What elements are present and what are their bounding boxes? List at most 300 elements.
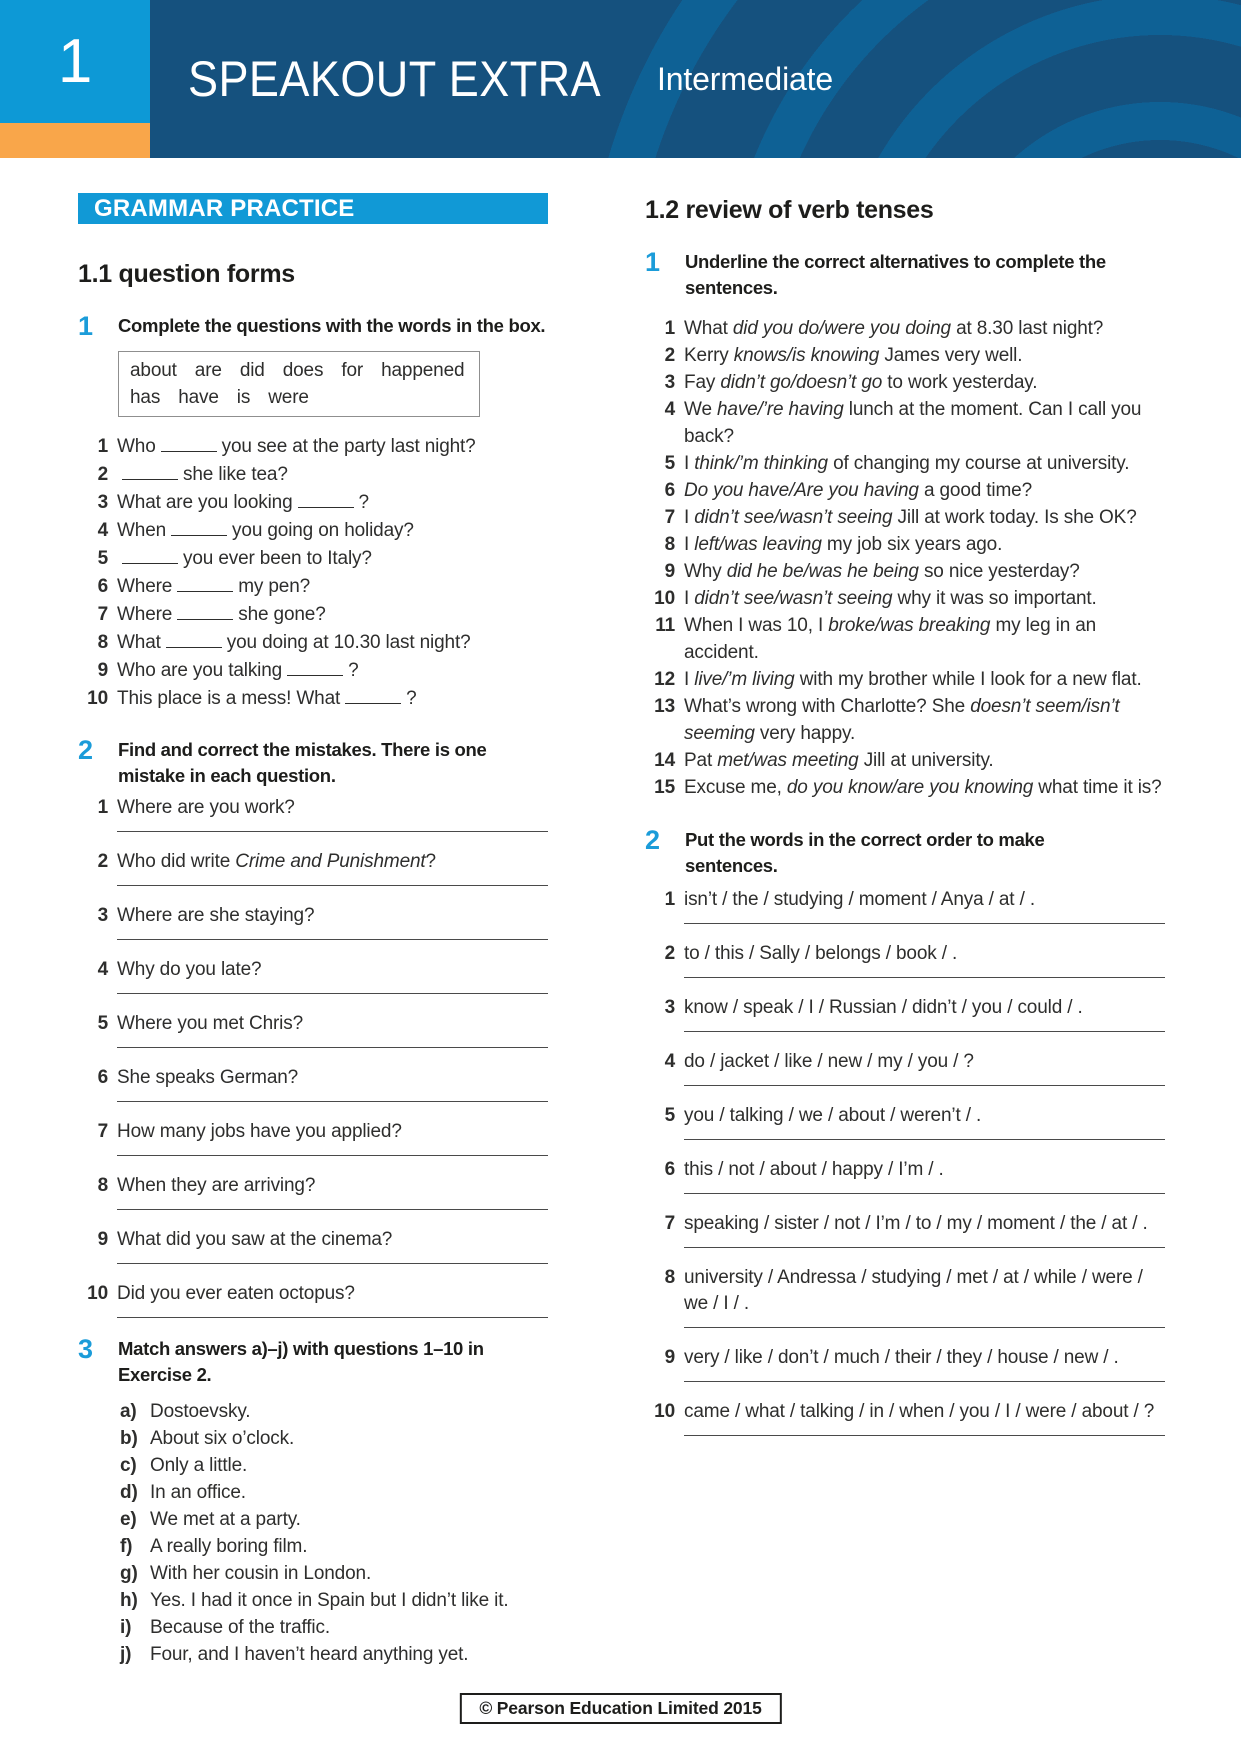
fill-in-blank [166,629,222,648]
sentence-text [684,774,1165,801]
answer-line [684,1381,1165,1382]
item-number: 8 [664,1267,675,1288]
fill-in-blank [161,433,217,452]
item-number: 10 [654,588,675,609]
question-item [78,461,548,489]
sentence-alternatives-italic: did you do/were you doing [732,318,951,339]
sentence-text [684,450,1165,477]
mistake-item [78,1281,548,1318]
item-number: 6 [97,576,108,598]
word-order-item [645,1049,1165,1086]
item-number: 7 [97,604,108,626]
word-order-item [645,941,1165,978]
item-number: 13 [654,696,675,717]
exercise-1-1-2-questions [78,795,548,1318]
question-text [117,1065,548,1091]
option-letter: d) [120,1482,138,1504]
text-before-blank: Who [117,436,156,458]
mistake-question [78,957,548,983]
alternatives-item [645,450,1165,477]
item-number: 7 [664,507,675,528]
alternatives-item [645,504,1165,531]
question-text-plain: Where are you work? [117,797,295,819]
sentence-text-plain: I [684,534,695,555]
item-number: 1 [664,318,675,339]
item-number: 6 [664,1159,675,1180]
question-text [117,545,548,573]
series-title: SPEAKOUT EXTRA [188,51,602,107]
answer-line [117,1317,548,1318]
sentence-text [684,666,1165,693]
copyright-box: © Pearson Education Limited 2015 [459,1693,781,1724]
answer-line [117,1101,548,1102]
sentence-text-tail: what time it is? [1033,777,1162,798]
item-number: 1 [664,889,675,910]
item-number: 10 [87,1283,108,1305]
word-order-prompt [645,1157,1165,1183]
word-order-prompt [645,1103,1165,1129]
answer-option [78,1560,548,1587]
sentence-text [684,396,1165,450]
question-item [78,433,548,461]
question-text [117,957,548,983]
word-box-word: about [130,360,177,381]
exercise-instruction: Underline the correct alternatives to complete the sentences. [685,251,1106,298]
word-order-item [645,1103,1165,1140]
mistake-question [78,903,548,929]
sentence-alternatives-italic: met/was meeting [717,750,859,771]
option-text: Dostoevsky. [150,1401,251,1423]
text-before-blank: Who are you talking [117,660,283,682]
word-order-prompt [645,1345,1165,1371]
option-letter: f) [120,1536,133,1558]
item-number: 10 [654,1401,675,1422]
exercise-1-2-2-header [645,827,1165,879]
question-text [117,849,548,875]
sentence-alternatives-italic: Do you have/Are you having [684,480,919,501]
item-number: 4 [97,520,108,542]
mistake-item [78,1065,548,1102]
question-text-plain: Where are she staying? [117,905,315,927]
item-number: 4 [97,959,108,981]
exercise-number: 1 [78,311,93,341]
sentence-text [684,612,1165,666]
sentence-text [684,558,1165,585]
answer-option [78,1452,548,1479]
text-after-blank: ? [348,660,359,682]
word-order-prompt [645,941,1165,967]
answer-option [78,1641,548,1668]
answer-line [684,1085,1165,1086]
answer-line [117,885,548,886]
option-text: Only a little. [150,1455,248,1477]
alternatives-item [645,477,1165,504]
sentence-alternatives-italic: broke/was breaking [828,615,991,636]
sentence-text-tail: Jill at university. [858,750,994,771]
fill-in-blank [345,685,401,704]
question-text [117,1011,548,1037]
answer-line [117,1263,548,1264]
sentence-alternatives-italic: do you know/are you knowing [786,777,1034,798]
scrambled-words: isn’t / the / studying / moment / Anya / at / . [684,889,1035,910]
exercise-1-2-2-items [645,887,1165,1436]
sentence-alternatives-italic: left/was leaving [694,534,822,555]
question-text [117,1119,548,1145]
item-number: 9 [664,561,675,582]
answer-line [117,1209,548,1210]
scrambled-words: speaking / sister / not / I’m / to / my / moment / the / at / . [684,1213,1148,1234]
answer-line [684,1193,1165,1194]
option-text: Yes. I had it once in Spain but I didn’t like it. [150,1590,509,1612]
sentence-text-tail: of changing my course at university. [827,453,1130,474]
word-order-prompt [645,995,1165,1021]
mistake-item [78,903,548,940]
option-letter: c) [120,1455,137,1477]
mistake-question [78,1281,548,1307]
mistake-question [78,1119,548,1145]
text-before-blank: Where [117,604,173,626]
text-before-blank: This place is a mess! What [117,688,341,710]
question-text [117,517,548,545]
question-text-tail: ? [425,851,436,873]
answer-line [117,939,548,940]
sentence-text-tail: my job six years ago. [821,534,1003,555]
word-order-prompt [645,1399,1165,1425]
scrambled-words: came / what / talking / in / when / you / I / were / about / ? [684,1401,1155,1422]
item-number: 15 [654,777,675,798]
alternatives-item [645,774,1165,801]
item-number: 4 [664,1051,675,1072]
sentence-text-plain: Why [684,561,727,582]
sentence-text-plain: What’s wrong with Charlotte? She [684,696,971,717]
question-text [117,601,548,629]
scrambled-words: know / speak / I / Russian / didn’t / you / could / . [684,997,1083,1018]
item-number: 8 [97,1175,108,1197]
sentence-alternatives-italic: think/’m thinking [694,453,828,474]
text-after-blank: my pen? [238,576,311,598]
item-number: 9 [97,660,108,682]
question-text-plain: Who did write [117,851,236,873]
question-text [117,433,548,461]
text-after-blank: she gone? [238,604,326,626]
sentence-text-plain: When I was 10, I [684,615,829,636]
alternatives-item [645,747,1165,774]
question-item [78,685,548,713]
text-after-blank: you doing at 10.30 last night? [226,632,471,654]
question-text [117,657,548,685]
fill-in-blank [177,573,233,592]
word-order-item [645,1157,1165,1194]
option-letter: i) [120,1617,132,1639]
item-number: 3 [97,905,108,927]
word-box [118,351,480,417]
right-column [645,193,1165,1453]
mistake-question [78,1227,548,1253]
text-before-blank: What are you looking [117,492,293,514]
answer-option [78,1614,548,1641]
option-letter: j) [120,1644,132,1666]
unit-number-box [0,0,150,123]
answer-line [684,1031,1165,1032]
question-item [78,545,548,573]
item-number: 1 [97,797,108,819]
sentence-text [684,747,1165,774]
fill-in-blank [122,461,178,480]
section-1-2-title: 1.2 review of verb tenses [645,196,934,224]
option-text: Because of the traffic. [150,1617,330,1639]
exercise-1-1-1-questions [78,433,548,713]
option-letter: b) [120,1428,138,1450]
fill-in-blank [171,517,227,536]
question-item [78,601,548,629]
word-box-word: for [341,360,364,381]
mistake-item [78,1227,548,1264]
answer-line [117,993,548,994]
question-item [78,573,548,601]
item-number: 4 [664,399,675,420]
sentence-text-tail: why it was so important. [892,588,1097,609]
sentence-text [684,531,1165,558]
grammar-practice-banner: GRAMMAR PRACTICE [78,193,548,224]
item-number: 5 [97,1013,108,1035]
sentence-text-tail: very happy. [754,723,856,744]
answer-line [684,977,1165,978]
question-text-plain: Where you met Chris? [117,1013,304,1035]
answer-line [117,1155,548,1156]
item-number: 2 [664,345,675,366]
answer-option [78,1533,548,1560]
word-box-word: has [130,387,161,408]
question-text [117,795,548,821]
answer-line [684,1435,1165,1436]
scrambled-words: university / Andressa / studying / met / at / while / were / we / I / . [684,1267,1143,1314]
answer-option [78,1425,548,1452]
sentence-text-tail: with my brother while I look for a new flat. [794,669,1142,690]
orange-accent-bar [0,123,150,158]
scrambled-words: you / talking / we / about / weren’t / . [684,1105,982,1126]
item-number: 3 [664,372,675,393]
sentence-text-tail: my leg in an accident. [684,615,1097,663]
word-box-word: have [178,387,219,408]
mistake-question [78,1011,548,1037]
exercise-1-1-1-header [78,313,548,339]
sentence-text [684,585,1165,612]
alternatives-item [645,369,1165,396]
word-order-item [645,995,1165,1032]
text-after-blank: you going on holiday? [232,520,414,542]
question-text-plain: She speaks German? [117,1067,299,1089]
sentence-text-tail: lunch at the moment. Can I call you back? [684,399,1142,447]
question-text [117,461,548,489]
sentence-alternatives-italic: live/’m living [694,669,795,690]
option-text: In an office. [150,1482,246,1504]
question-item [78,657,548,685]
question-text [117,685,548,713]
item-number: 6 [664,480,675,501]
exercise-number: 3 [78,1334,93,1365]
alternatives-item [645,666,1165,693]
question-text-plain: Did you ever eaten octopus? [117,1283,355,1305]
exercise-1-1-3-header [78,1336,548,1388]
text-before-blank: When [117,520,167,542]
item-number: 7 [97,1121,108,1143]
word-order-prompt [645,1265,1165,1317]
exercise-instruction: Match answers a)–j) with questions 1–10 in Exercise 2. [118,1338,484,1386]
item-number: 10 [87,688,108,710]
item-number: 3 [97,492,108,514]
unit-number: 1 [57,27,93,96]
word-box-word: happened [381,360,465,381]
sentence-text-tail: James very well. [879,345,1023,366]
mistake-question [78,795,548,821]
answer-option [78,1587,548,1614]
sentence-text [684,693,1165,747]
sentence-alternatives-italic: didn’t see/wasn’t seeing [694,507,893,528]
text-after-blank: you ever been to Italy? [183,548,372,570]
item-number: 12 [654,669,675,690]
mistake-item [78,849,548,886]
sentence-text [684,504,1165,531]
word-order-item [645,1265,1165,1328]
text-before-blank: Where [117,576,173,598]
exercise-instruction: Find and correct the mistakes. There is one mistake in each question. [118,739,487,787]
fill-in-blank [298,489,354,508]
alternatives-item [645,612,1165,666]
scrambled-words: to / this / Sally / belongs / book / . [684,943,958,964]
item-number: 2 [97,464,108,486]
option-letter: e) [120,1509,137,1531]
mistake-item [78,795,548,832]
sentence-text-tail: at 8.30 last night? [950,318,1104,339]
item-number: 2 [97,851,108,873]
sentence-text-plain: Excuse me, [684,777,787,798]
answer-line [684,923,1165,924]
word-box-word: are [194,360,222,381]
option-letter: a) [120,1401,137,1423]
sentence-text-tail: to work yesterday. [882,372,1038,393]
word-box-word: is [236,387,251,408]
exercise-number: 2 [645,825,660,855]
mistake-question [78,1173,548,1199]
sentence-text-plain: What [684,318,733,339]
answer-option [78,1479,548,1506]
word-order-item [645,1345,1165,1382]
sentence-alternatives-italic: did he be/was he being [726,561,919,582]
alternatives-item [645,693,1165,747]
exercise-1-1-3-answers [78,1398,548,1668]
exercise-instruction: Complete the questions with the words in the box. [118,315,546,336]
alternatives-item [645,396,1165,450]
question-text [117,1281,548,1307]
item-number: 5 [664,453,675,474]
word-order-prompt [645,1049,1165,1075]
word-box-word: did [239,360,265,381]
mistake-question [78,849,548,875]
item-number: 3 [664,997,675,1018]
question-text [117,489,548,517]
question-text [117,573,548,601]
answer-line [684,1327,1165,1328]
option-text: A really boring film. [150,1536,308,1558]
item-number: 5 [97,548,108,570]
text-before-blank: What [117,632,161,654]
item-number: 2 [664,943,675,964]
word-order-item [645,1211,1165,1248]
item-number: 6 [97,1067,108,1089]
scrambled-words: very / like / don’t / much / their / they / house / new / . [684,1347,1119,1368]
text-after-blank: ? [358,492,369,514]
level-label: Intermediate [656,60,834,97]
item-number: 8 [664,534,675,555]
sentence-alternatives-italic: knows/is knowing [733,345,880,366]
mistake-question [78,1065,548,1091]
fill-in-blank [287,657,343,676]
mistake-item [78,957,548,994]
question-text-plain: What did you saw at the cinema? [117,1229,393,1251]
text-after-blank: she like tea? [183,464,288,486]
sentence-text-plain: Kerry [684,345,734,366]
question-text [117,903,548,929]
question-text [117,1227,548,1253]
item-number: 11 [655,615,675,636]
answer-line [684,1247,1165,1248]
answer-option [78,1398,548,1425]
question-item [78,517,548,545]
mistake-item [78,1011,548,1048]
item-number: 14 [654,750,675,771]
question-item [78,629,548,657]
question-text [117,629,548,657]
sentence-alternatives-italic: doesn’t seem/isn’t seeming [684,696,1120,744]
item-number: 7 [664,1213,675,1234]
word-order-prompt [645,887,1165,913]
option-text: About six o’clock. [150,1428,295,1450]
question-text-italic: Crime and Punishment [235,851,426,873]
word-box-word: does [282,360,324,381]
sentence-alternatives-italic: have/’re having [717,399,844,420]
alternatives-item [645,558,1165,585]
sentence-text [684,315,1165,342]
exercise-1-2-1-header [645,249,1165,301]
option-text: We met at a party. [150,1509,301,1531]
sentence-text-plain: I [684,588,695,609]
scrambled-words: this / not / about / happy / I’m / . [684,1159,944,1180]
exercise-1-2-1-sentences [645,315,1165,801]
sentence-text-plain: I [684,669,695,690]
sentence-text-plain: I [684,507,695,528]
exercise-number: 2 [78,735,93,766]
sentence-text-plain: I [684,453,695,474]
fill-in-blank [177,601,233,620]
sentence-alternatives-italic: didn’t see/wasn’t seeing [694,588,893,609]
mistake-item [78,1119,548,1156]
text-after-blank: you see at the party last night? [221,436,476,458]
answer-line [117,1047,548,1048]
word-order-item [645,887,1165,924]
option-text: With her cousin in London. [150,1563,372,1585]
item-number: 1 [97,436,108,457]
option-letter: g) [120,1563,138,1585]
alternatives-item [645,585,1165,612]
item-number: 8 [97,632,108,654]
sentence-text-plain: Fay [684,372,721,393]
fill-in-blank [122,545,178,564]
question-item [78,489,548,517]
sentence-text-plain: Pat [684,750,718,771]
answer-line [117,831,548,832]
item-number: 9 [664,1347,675,1368]
sentence-text-tail: so nice yesterday? [918,561,1080,582]
